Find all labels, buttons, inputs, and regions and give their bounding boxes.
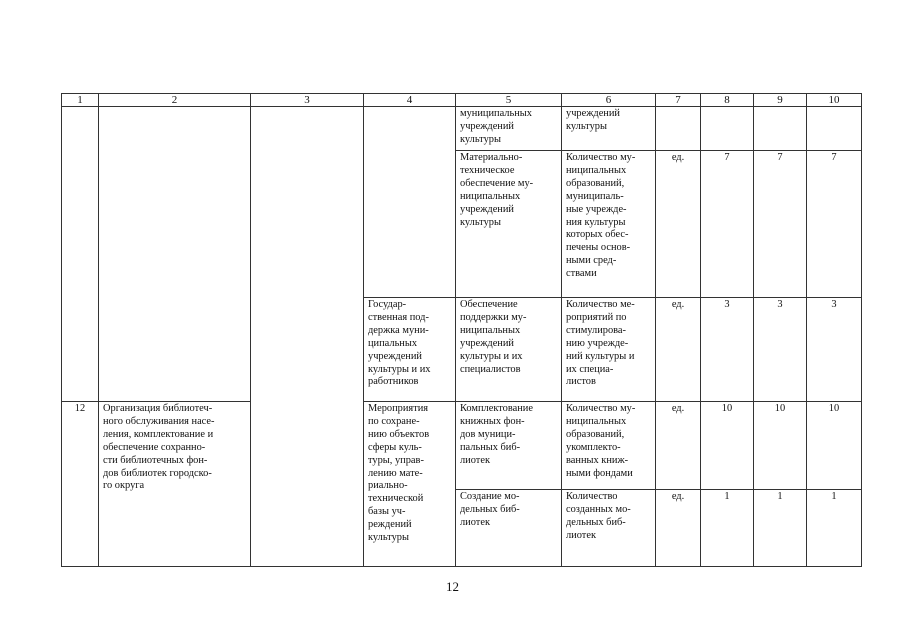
header-cell: 9: [754, 94, 807, 107]
header-cell: 8: [701, 94, 754, 107]
table-row: [62, 107, 862, 151]
indicator-cell: Количество ме- роприятий по стимулирова- нию учрежде- ний культуры и их специа- листов: [562, 298, 656, 402]
task-cell: Организация библиотеч- ного обслуживания насе- ления, комплектование и обеспечение сохранно- сти библиотечных фон- дов библиотек городско- го округа: [99, 402, 251, 567]
header-cell: 4: [364, 94, 456, 107]
header-cell: 6: [562, 94, 656, 107]
header-cell: 7: [656, 94, 701, 107]
event-cell: Материально- техническое обеспечение му- ниципальных учреждений культуры: [456, 151, 562, 298]
event-cell: Обеспечение поддержки му- ниципальных учреждений культуры и их специалистов: [456, 298, 562, 402]
row-number-cell: 12: [62, 402, 99, 567]
table-cell: [754, 107, 807, 151]
table-cell: [99, 107, 251, 402]
table-cell: [364, 107, 456, 298]
indicators-table: [61, 93, 862, 567]
value-cell: 7: [701, 151, 754, 298]
table-cell: [251, 107, 364, 567]
table-header-row: [62, 94, 862, 107]
table-cell: [807, 107, 862, 151]
indicator-cell: Количество созданных мо- дельных биб- лиотек: [562, 490, 656, 567]
value-cell: 1: [701, 490, 754, 567]
indicator-cell: Количество му- ниципальных образований, укомплекто- ванных книж- ными фондами: [562, 402, 656, 490]
value-cell: 3: [754, 298, 807, 402]
unit-cell: ед.: [656, 298, 701, 402]
table-cell: [656, 107, 701, 151]
table-cell: [62, 107, 99, 402]
unit-cell: ед.: [656, 490, 701, 567]
value-cell: 10: [754, 402, 807, 490]
table-cell: [701, 107, 754, 151]
event-cell: Создание мо- дельных биб- лиотек: [456, 490, 562, 567]
activity-cell: Государ- ственная под- держка муни- ципальных учреждений культуры и их работников: [364, 298, 456, 402]
unit-cell: ед.: [656, 402, 701, 490]
header-cell: 3: [251, 94, 364, 107]
value-cell: 10: [807, 402, 862, 490]
value-cell: 1: [807, 490, 862, 567]
event-cell: муниципальных учреждений культуры: [456, 107, 562, 151]
header-cell: 10: [807, 94, 862, 107]
value-cell: 7: [807, 151, 862, 298]
header-cell: 2: [99, 94, 251, 107]
table-row: [62, 402, 862, 490]
value-cell: 7: [754, 151, 807, 298]
value-cell: 3: [807, 298, 862, 402]
value-cell: 10: [701, 402, 754, 490]
value-cell: 1: [754, 490, 807, 567]
header-cell: 1: [62, 94, 99, 107]
page-number: 12: [446, 579, 459, 594]
indicator-cell: учреждений культуры: [562, 107, 656, 151]
indicator-cell: Количество му- ниципальных образований, муниципаль- ные учрежде- ния культуры которых обес- печены основ- ными сред- ствами: [562, 151, 656, 298]
header-cell: 5: [456, 94, 562, 107]
unit-cell: ед.: [656, 151, 701, 298]
value-cell: 3: [701, 298, 754, 402]
event-cell: Комплектование книжных фон- дов муници- пальных биб- лиотек: [456, 402, 562, 490]
activity-cell: Мероприятия по сохране- нию объектов сферы куль- туры, управ- лению мате- риально- технической базы уч- реждений культуры: [364, 402, 456, 567]
